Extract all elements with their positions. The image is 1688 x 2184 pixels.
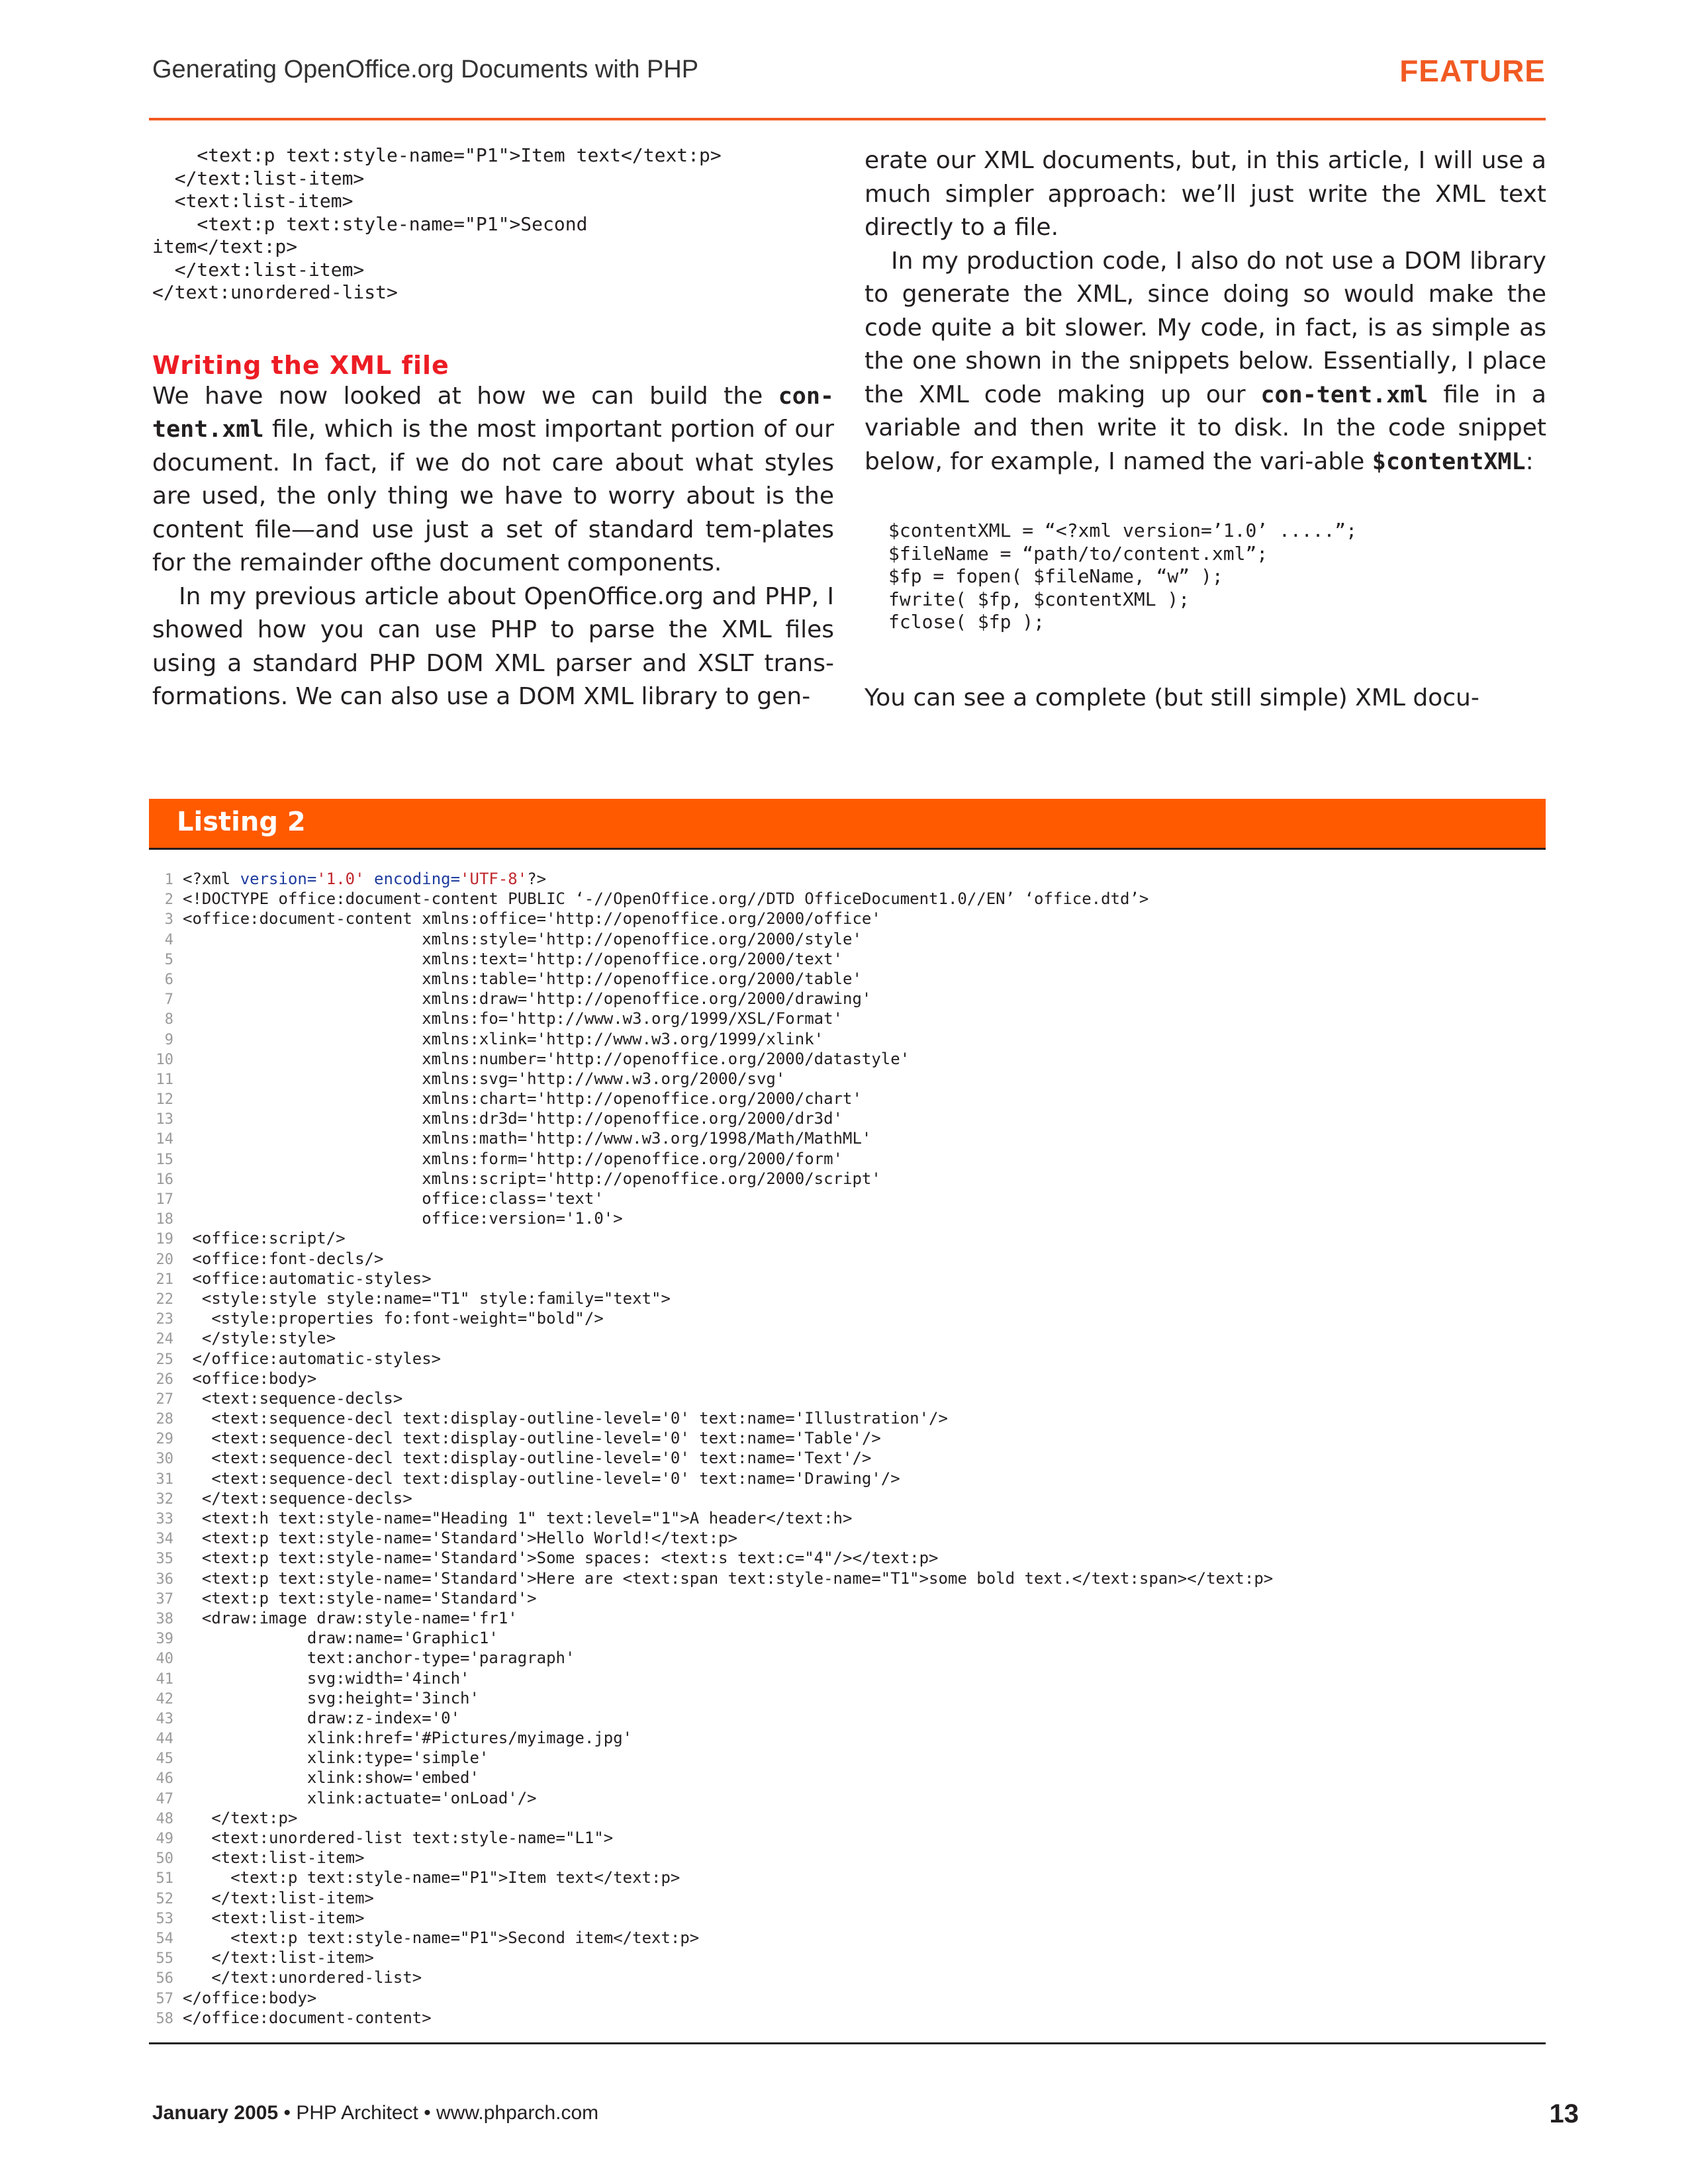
listing-line (154, 949, 1537, 969)
page-footer (152, 2099, 1579, 2135)
line-number: 15 (156, 1151, 173, 1168)
line-number: 21 (156, 1271, 173, 1288)
listing-line-text: svg:height='3inch' (183, 1688, 479, 1707)
line-number: 8 (164, 1011, 173, 1028)
line-number: 28 (156, 1411, 173, 1428)
line-number: 41 (156, 1670, 173, 1688)
listing-line-text: xmlns:xlink='http://www.w3.org/1999/xlink' (183, 1029, 824, 1048)
inline-code-content-xml-2: con-tent.xml (1260, 381, 1429, 408)
right-column (865, 144, 1546, 715)
right-code-line: $contentXML = “<?xml version=’1.0’ .....”; (888, 520, 1358, 541)
listing-line (154, 1508, 1537, 1528)
page-number: 13 (1549, 2099, 1579, 2128)
header-section-label: FEATURE (1399, 54, 1546, 88)
line-number: 11 (156, 1071, 173, 1088)
line-number: 20 (156, 1251, 173, 1268)
listing-line (154, 1668, 1537, 1688)
listing-line (154, 1828, 1537, 1848)
listing-line-text: office:class='text' (183, 1189, 604, 1208)
footer-separator: • (418, 2102, 437, 2124)
line-number: 34 (156, 1531, 173, 1548)
line-number: 57 (156, 1990, 173, 2007)
line-number: 56 (156, 1970, 173, 1987)
listing-line (154, 1888, 1537, 1908)
line-number: 23 (156, 1311, 173, 1328)
header-title: Generating OpenOffice.org Documents with PHP (152, 56, 699, 83)
paragraph-production-code-text-a: In my production code, I also do not use a DOM library to generate the XML, since doing so would make the code quite a bit slower. My code, in fact, is as simple as the one shown in the snippets below. Essentially, I place the XML code making up our (865, 247, 1546, 408)
paragraph-simpler-approach: erate our XML documents, but, in this article, I will use a much simpler approach: we’ll just write the XML text directly to a file. (865, 147, 1546, 241)
paragraph-production-code (865, 245, 1546, 479)
listing-line-text: xmlns:dr3d='http://openoffice.org/2000/dr3d' (183, 1109, 843, 1128)
listing-line (154, 969, 1537, 989)
listing-line-text: xmlns:draw='http://openoffice.org/2000/drawing' (183, 989, 872, 1009)
line-number: 40 (156, 1651, 173, 1668)
listing-line-text: draw:name='Graphic1' (183, 1629, 498, 1648)
left-code-line: item</text:p> (152, 236, 298, 257)
line-number: 22 (156, 1291, 173, 1308)
listing-line-text: <style:properties fo:font-weight="bold"/> (183, 1309, 604, 1328)
listing-line-text: </style:style> (183, 1329, 336, 1348)
listing-line (154, 1369, 1537, 1388)
line-number: 10 (156, 1051, 173, 1068)
left-code-line: </text:unordered-list> (152, 281, 398, 303)
listing-line-text: </office:body> (183, 1988, 317, 2007)
line-number: 1 (164, 872, 173, 888)
listing-line-text: svg:width='4inch' (183, 1668, 470, 1688)
listing-line (154, 929, 1537, 949)
line-number: 31 (156, 1471, 173, 1488)
line-number: 5 (164, 951, 173, 968)
listing-line (154, 1308, 1537, 1328)
listing-line (154, 1948, 1537, 1968)
line-number: 37 (156, 1590, 173, 1608)
line-number: 46 (156, 1770, 173, 1788)
line-number: 33 (156, 1511, 173, 1527)
listing-line (154, 1009, 1537, 1028)
running-header (152, 53, 1546, 120)
line-number: 27 (156, 1390, 173, 1408)
listing-line-text: <text:unordered-list text:style-name="L1"> (183, 1829, 614, 1847)
footer-date: January 2005 (152, 2102, 279, 2124)
line-number: 14 (156, 1131, 173, 1148)
listing-line (154, 2008, 1537, 2028)
listing-line-text: xmlns:script='http://openoffice.org/2000/script' (183, 1169, 881, 1188)
listing-line (154, 1228, 1537, 1248)
right-code-line: $fp = fopen( $fileName, “w” ); (888, 565, 1223, 587)
line-number: 4 (164, 931, 173, 948)
listing-line-text: <text:list-item> (183, 1908, 365, 1927)
listing-code-block (154, 869, 1537, 2028)
listing-line-text: </text:unordered-list> (183, 1968, 422, 1987)
line-number: 53 (156, 1910, 173, 1927)
listing-line (154, 1848, 1537, 1868)
listing-line-text: text:anchor-type='paragraph' (183, 1649, 575, 1668)
listing-line (154, 1908, 1537, 1928)
footer-magazine: PHP Architect (296, 2102, 418, 2124)
listing-line (154, 1588, 1537, 1608)
line-number: 9 (164, 1031, 173, 1048)
listing-line (154, 1708, 1537, 1728)
line-number: 58 (156, 2010, 173, 2027)
line-number: 16 (156, 1171, 173, 1188)
paragraph-previous-article: In my previous article about OpenOffice.org and PHP, I showed how you can use PHP to parse the XML files using a standard PHP DOM XML parser and XSLT trans-formations. We can also use a DOM XML library to gen- (152, 582, 834, 710)
listing-line-text: <style:style style:name="T1" style:family="text"> (183, 1289, 671, 1308)
listing-line (154, 989, 1537, 1009)
listing-line (154, 1569, 1537, 1588)
left-code-line: <text:p text:style-name="P1">Item text</text:p> (197, 144, 722, 166)
listing-line (154, 1469, 1537, 1488)
inline-code-contentxml-var: $contentXML (1372, 448, 1526, 475)
listing-title: Listing 2 (177, 807, 306, 837)
line-number: 3 (164, 911, 173, 929)
listing-title-bar (149, 799, 1546, 848)
listing-line-text: xmlns:text='http://openoffice.org/2000/text' (183, 949, 843, 968)
paragraph-content-file (152, 380, 834, 580)
listing-line (154, 1928, 1537, 1948)
paragraph-production-code-text-c: : (1525, 447, 1534, 475)
listing-line (154, 1788, 1537, 1808)
listing-line-text: <text:h text:style-name="Heading 1" text:level="1">A header</text:h> (183, 1509, 853, 1527)
listing-line-text: <text:p text:style-name="P1">Item text</text:p> (183, 1868, 680, 1888)
line-number: 55 (156, 1950, 173, 1968)
listing-line (154, 1049, 1537, 1069)
line-number: 30 (156, 1451, 173, 1468)
left-column (152, 144, 834, 714)
listing-line-text: </office:automatic-styles> (183, 1349, 442, 1368)
listing-line-text: </text:list-item> (183, 1888, 374, 1907)
line-number: 35 (156, 1551, 173, 1568)
listing-line (154, 1328, 1537, 1348)
paragraph-content-file-text-b: file, which is the most important portion of our document. In fact, if we do not care about what styles are used, the only thing we have to worry about is the content file—and use just a set of standard tem-plates for the remainder ofthe document components. (152, 416, 834, 576)
right-code-line: $fileName = “path/to/content.xml”; (888, 542, 1268, 565)
listing-line-text: <office:automatic-styles> (183, 1269, 432, 1288)
listing-line-text: xlink:show='embed' (183, 1768, 479, 1788)
listing-line-text: <?xml version='1.0' encoding='UTF-8'?> (183, 870, 547, 888)
line-number: 50 (156, 1850, 173, 1868)
listing-line (154, 1128, 1537, 1148)
line-number: 29 (156, 1431, 173, 1448)
listing-line-text: <office:document-content xmlns:office='http://openoffice.org/2000/office' (183, 909, 881, 929)
listing-line (154, 1149, 1537, 1169)
line-number: 2 (164, 891, 173, 909)
listing-line-text: draw:z-index='0' (183, 1708, 461, 1727)
listing-line-text: <text:sequence-decl text:display-outline-level='0' text:name='Table'/> (183, 1429, 881, 1448)
right-code-line: fwrite( $fp, $contentXML ); (888, 588, 1190, 610)
line-number: 48 (156, 1810, 173, 1827)
listing-line (154, 1109, 1537, 1128)
line-number: 43 (156, 1710, 173, 1727)
line-number: 12 (156, 1091, 173, 1109)
line-number: 54 (156, 1930, 173, 1947)
listing-line-text: <text:sequence-decls> (183, 1388, 403, 1408)
listing-line-text: <draw:image draw:style-name='fr1' (183, 1608, 518, 1627)
line-number: 38 (156, 1610, 173, 1627)
right-code-snippet (865, 520, 1546, 634)
line-number: 49 (156, 1831, 173, 1847)
listing-line-text: <text:p text:style-name='Standard'>Hello World!</text:p> (183, 1529, 738, 1548)
listing-line-text: <text:p text:style-name='Standard'> (183, 1588, 537, 1608)
listing-line-text: </text:list-item> (183, 1948, 374, 1968)
listing-line-text: <text:sequence-decl text:display-outline-level='0' text:name='Text'/> (183, 1449, 872, 1468)
right-code-line: fclose( $fp ); (888, 611, 1045, 633)
listing-line-text: xmlns:chart='http://openoffice.org/2000/chart' (183, 1089, 862, 1109)
listing-line (154, 1388, 1537, 1408)
listing-line-text: </text:sequence-decls> (183, 1488, 412, 1508)
listing-line (154, 1628, 1537, 1648)
listing-line (154, 1208, 1537, 1228)
listing-line (154, 1029, 1537, 1049)
listing-line (154, 909, 1537, 929)
listing-line (154, 1648, 1537, 1668)
listing-line-text: <text:sequence-decl text:display-outline-level='0' text:name='Illustration'/> (183, 1409, 948, 1428)
line-number: 47 (156, 1790, 173, 1807)
listing-line (154, 1448, 1537, 1468)
listing-line-text: <!DOCTYPE office:document-content PUBLIC ‘-//OpenOffice.org//DTD OfficeDocument1.0//EN’ ‘office.dtd’> (183, 889, 1149, 909)
listing-line-text: xlink:type='simple' (183, 1749, 489, 1768)
listing-line (154, 869, 1537, 889)
listing-line (154, 1988, 1537, 2008)
listing-line (154, 1408, 1537, 1428)
listing-line (154, 1269, 1537, 1289)
listing-line (154, 1069, 1537, 1089)
line-number: 51 (156, 1870, 173, 1888)
left-code-line: </text:list-item> (174, 258, 365, 281)
footer-separator: • (278, 2102, 297, 2124)
footer-url: www.phparch.com (436, 2102, 599, 2124)
listing-line-text: <office:script/> (183, 1229, 346, 1248)
line-number: 45 (156, 1751, 173, 1768)
listing-line-text: </text:p> (183, 1808, 298, 1827)
listing-line (154, 1289, 1537, 1308)
listing-line (154, 1808, 1537, 1828)
listing-line (154, 1768, 1537, 1788)
listing-line-text: <text:list-item> (183, 1848, 365, 1868)
listing-line-text: xmlns:math='http://www.w3.org/1998/Math/MathML' (183, 1129, 872, 1148)
listing-line (154, 1728, 1537, 1748)
line-number: 42 (156, 1690, 173, 1707)
listing-line (154, 1968, 1537, 1987)
listing-line (154, 1608, 1537, 1628)
listing-line-text: xmlns:fo='http://www.w3.org/1999/XSL/Format' (183, 1009, 843, 1028)
line-number: 19 (156, 1231, 173, 1248)
line-number: 6 (164, 971, 173, 988)
listing-line (154, 1688, 1537, 1708)
listing-line (154, 1548, 1537, 1568)
listing-line (154, 1748, 1537, 1768)
listing-line-text: xmlns:svg='http://www.w3.org/2000/svg' (183, 1069, 786, 1088)
listing-line-text: <text:p text:style-name="P1">Second item</text:p> (183, 1928, 700, 1947)
line-number: 36 (156, 1570, 173, 1588)
listing-line-text: xlink:actuate='onLoad'/> (183, 1788, 537, 1807)
line-number: 13 (156, 1111, 173, 1128)
listing-line (154, 1189, 1537, 1208)
listing-line-text: <office:font-decls/> (183, 1249, 384, 1268)
line-number: 18 (156, 1211, 173, 1228)
left-code-snippet (152, 144, 834, 304)
listing-line-text: <text:p text:style-name='Standard'>Some spaces: <text:s text:c="4"/></text:p> (183, 1549, 939, 1568)
listing-line (154, 1349, 1537, 1369)
listing-line-text: xmlns:style='http://openoffice.org/2000/style' (183, 929, 862, 948)
listing-line-text: <text:sequence-decl text:display-outline-level='0' text:name='Drawing'/> (183, 1469, 900, 1488)
listing-line (154, 1528, 1537, 1548)
listing-line-text: <text:p text:style-name='Standard'>Here are <text:span text:style-name="T1">some bold text.</text:span></text:p> (183, 1569, 1274, 1588)
line-number: 17 (156, 1191, 173, 1208)
listing-line (154, 1169, 1537, 1189)
left-code-line: <text:p text:style-name="P1">Second (197, 212, 588, 235)
line-number: 26 (156, 1371, 173, 1388)
listing-line (154, 1488, 1537, 1508)
listing-line (154, 1868, 1537, 1888)
paragraph-content-file-text-a: We have now looked at how we can build the (152, 382, 778, 410)
listing-line-text: xmlns:number='http://openoffice.org/2000/datastyle' (183, 1049, 910, 1068)
line-number: 24 (156, 1331, 173, 1348)
listing-line-text: office:version='1.0'> (183, 1209, 623, 1228)
line-number: 39 (156, 1631, 173, 1648)
listing-line-text: <office:body> (183, 1369, 317, 1388)
listing-line (154, 1249, 1537, 1269)
listing-line-text: xmlns:table='http://openoffice.org/2000/table' (183, 969, 862, 988)
listing-line (154, 889, 1537, 909)
paragraph-complete-document: You can see a complete (but still simple) XML docu- (865, 684, 1479, 711)
listing-top-rule (149, 848, 1546, 850)
inline-code-content-xml: con-tent.xml (152, 383, 834, 443)
listing-line (154, 1089, 1537, 1109)
listing-bottom-rule (149, 2042, 1546, 2044)
line-number: 52 (156, 1890, 173, 1907)
line-number: 44 (156, 1731, 173, 1748)
line-number: 7 (164, 991, 173, 1009)
listing-line-text: </office:document-content> (183, 2008, 432, 2027)
listing-line (154, 1428, 1537, 1448)
paragraph-production-code-text-b: file in a variable and then write it to disk. In the code snippet below, for example, I named the vari-able (865, 381, 1546, 475)
header-rule (149, 118, 1546, 120)
section-heading: Writing the XML file (152, 350, 449, 380)
line-number: 25 (156, 1351, 173, 1368)
left-code-line: </text:list-item> (174, 167, 365, 189)
line-number: 32 (156, 1490, 173, 1508)
listing-line-text: xlink:href='#Pictures/myimage.jpg' (183, 1729, 633, 1748)
left-code-line: <text:list-item> (174, 190, 353, 212)
listing-line-text: xmlns:form='http://openoffice.org/2000/form' (183, 1149, 843, 1168)
